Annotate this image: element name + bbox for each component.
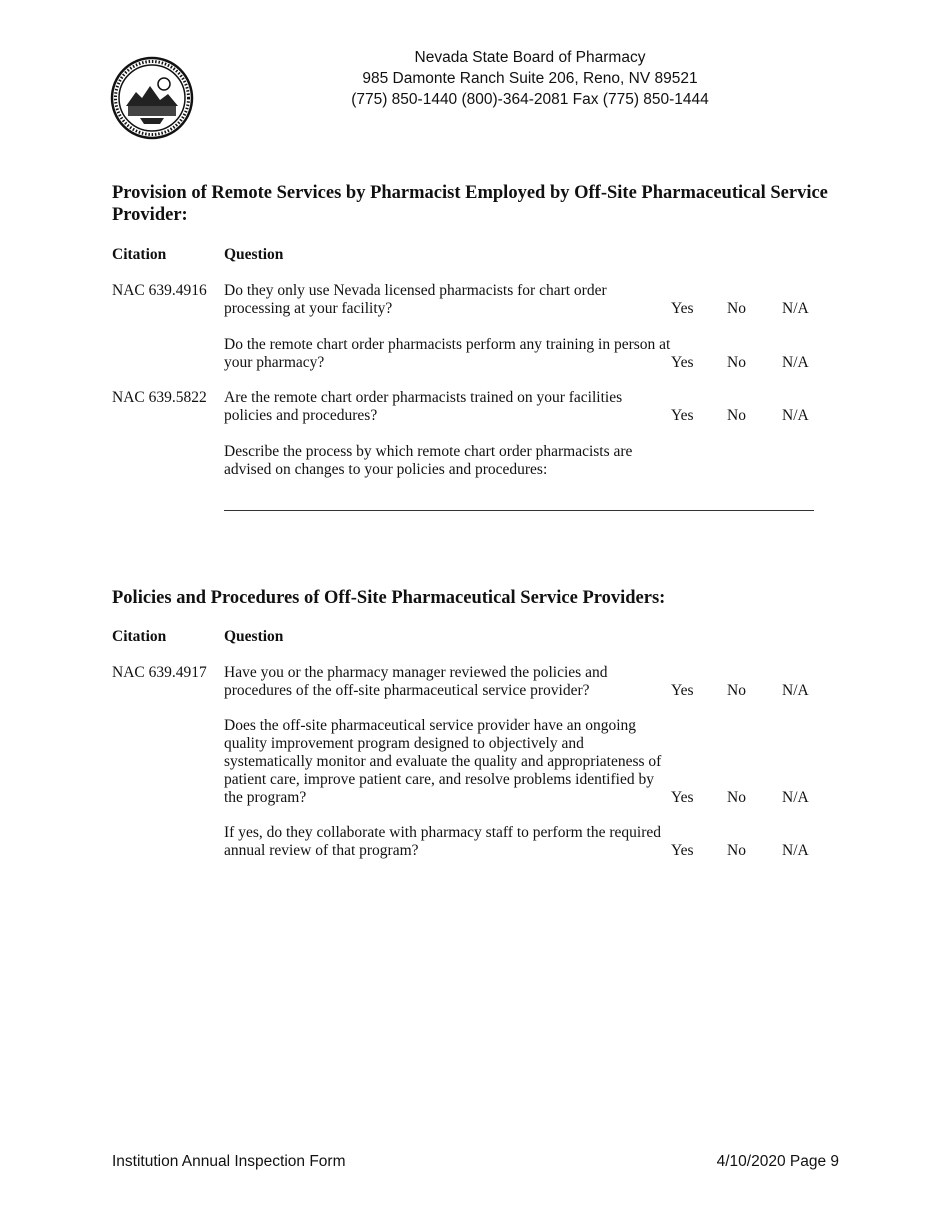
section2-col-question: Question xyxy=(224,628,284,645)
s1-row1-no-option[interactable]: No xyxy=(727,300,746,317)
header-line-3: (775) 850-1440 (800)-364-2081 Fax (775) 850-1444 xyxy=(351,91,709,108)
s1-row3-question: Are the remote chart order pharmacists trained on your facilities policies and procedures? xyxy=(224,389,623,424)
s1-row1-yes-option[interactable]: Yes xyxy=(671,300,694,317)
header-line-2: 985 Damonte Ranch Suite 206, Reno, NV 89521 xyxy=(362,70,698,87)
s2-row1-na-option[interactable]: N/A xyxy=(782,682,809,699)
s1-row1-citation: NAC 639.4916 xyxy=(112,282,207,299)
s2-row2-na-option[interactable]: N/A xyxy=(782,789,809,806)
s1-row3-yes-option[interactable]: Yes xyxy=(671,407,694,424)
footer-date-page: 4/10/2020 Page 9 xyxy=(716,1153,839,1170)
answer-line[interactable] xyxy=(224,510,814,511)
s1-row2-yes-option[interactable]: Yes xyxy=(671,354,694,371)
section1-col-citation: Citation xyxy=(112,246,167,263)
s2-row1-no-option[interactable]: No xyxy=(727,682,746,699)
s2-row1-yes-option[interactable]: Yes xyxy=(671,682,694,699)
s2-row3-no-option[interactable]: No xyxy=(727,842,746,859)
section1-col-question: Question xyxy=(224,246,284,263)
s2-row3-yes-option[interactable]: Yes xyxy=(671,842,694,859)
s1-row2-no-option[interactable]: No xyxy=(727,354,746,371)
s2-row1-citation: NAC 639.4917 xyxy=(112,664,207,681)
section2-col-citation: Citation xyxy=(112,628,167,645)
s1-row3-citation: NAC 639.5822 xyxy=(112,389,207,406)
s2-row1-question: Have you or the pharmacy manager reviewed the policies and procedures of the off-site pharmaceutical service provider? xyxy=(224,664,608,699)
s2-row3-question: If yes, do they collaborate with pharmacy staff to perform the required annual review of that program? xyxy=(224,824,661,859)
s1-row1-na-option[interactable]: N/A xyxy=(782,300,809,317)
s1-row2-na-option[interactable]: N/A xyxy=(782,354,809,371)
section2-title: Policies and Procedures of Off-Site Pharmaceutical Service Providers: xyxy=(112,588,666,608)
s1-row3-na-option[interactable]: N/A xyxy=(782,407,809,424)
footer-form-name: Institution Annual Inspection Form xyxy=(112,1153,346,1170)
s1-row2-question: Do the remote chart order pharmacists perform any training in person at your pharmacy? xyxy=(224,336,671,371)
letterhead xyxy=(0,47,950,110)
s2-row2-yes-option[interactable]: Yes xyxy=(671,789,694,806)
s2-row2-no-option[interactable]: No xyxy=(727,789,746,806)
s2-row3-na-option[interactable]: N/A xyxy=(782,842,809,859)
s1-row4-question: Describe the process by which remote chart order pharmacists are advised on changes to your policies and procedures: xyxy=(224,443,633,478)
section1-title: Provision of Remote Services by Pharmacist Employed by Off-Site Pharmaceutical Service Provider: xyxy=(112,183,828,225)
s1-row1-question: Do they only use Nevada licensed pharmacists for chart order processing at your facility? xyxy=(224,282,607,317)
s1-row3-no-option[interactable]: No xyxy=(727,407,746,424)
s2-row2-question: Does the off-site pharmaceutical service provider have an ongoing quality improvement program designed to objectively and systematically monitor and evaluate the quality and appropriateness of patient care, improve patient care, and resolve problems identified by the program? xyxy=(224,717,662,806)
header-line-1: Nevada State Board of Pharmacy xyxy=(414,49,646,66)
